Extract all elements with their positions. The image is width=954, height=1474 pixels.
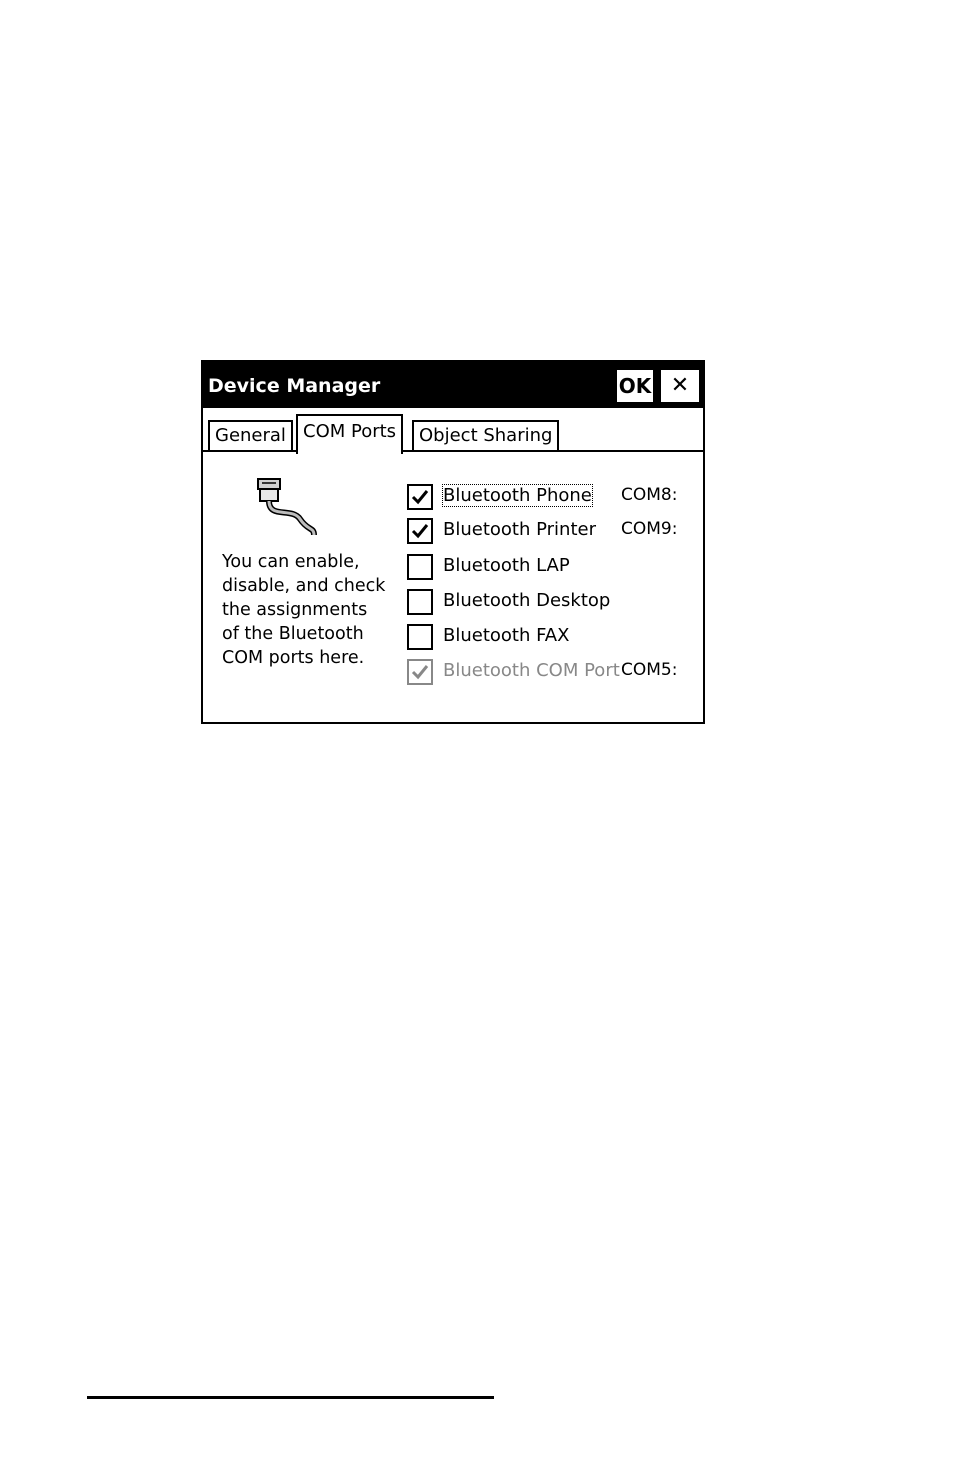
port-label-phone: Bluetooth Phone: [443, 485, 592, 506]
tab-general[interactable]: General: [208, 420, 293, 452]
checkbox-bluetooth-desktop[interactable]: [407, 589, 433, 615]
port-row-printer[interactable]: [407, 518, 697, 546]
port-assignment-printer: COM9:: [621, 519, 678, 539]
tab-com-ports[interactable]: COM Ports: [296, 414, 403, 454]
check-icon: [411, 488, 429, 506]
device-manager-window: [201, 360, 705, 724]
footer-rule: [87, 1396, 494, 1399]
port-row-fax[interactable]: [407, 624, 697, 652]
title-bar: [203, 362, 703, 408]
window-title: Device Manager: [208, 375, 381, 397]
port-row-lap[interactable]: [407, 554, 697, 582]
close-icon: ✕: [670, 373, 690, 398]
check-icon: [411, 522, 429, 540]
checkbox-bluetooth-phone[interactable]: [407, 484, 433, 510]
tab-object-sharing[interactable]: Object Sharing: [412, 420, 559, 452]
check-icon: [411, 663, 429, 681]
port-label-fax: Bluetooth FAX: [443, 625, 570, 646]
close-button[interactable]: [661, 370, 699, 402]
checkbox-bluetooth-fax[interactable]: [407, 624, 433, 650]
tab-divider: [203, 450, 703, 452]
checkbox-bluetooth-lap[interactable]: [407, 554, 433, 580]
description-text: You can enable, disable, and check the assignments of the Bluetooth COM ports here.: [222, 552, 386, 668]
serial-cable-icon: [248, 475, 328, 541]
checkbox-bluetooth-printer[interactable]: [407, 518, 433, 544]
port-label-lap: Bluetooth LAP: [443, 555, 570, 576]
port-row-desktop[interactable]: [407, 589, 697, 617]
port-assignment-phone: COM8:: [621, 485, 678, 505]
port-label-printer: Bluetooth Printer: [443, 519, 596, 540]
port-assignment-com-port: COM5:: [621, 660, 678, 680]
checkbox-bluetooth-com-port: [407, 659, 433, 685]
port-label-desktop: Bluetooth Desktop: [443, 590, 611, 611]
port-label-com-port: Bluetooth COM Port: [443, 660, 620, 681]
port-row-com-port: [407, 659, 697, 687]
port-row-phone[interactable]: [407, 484, 697, 512]
ok-button[interactable]: OK: [617, 370, 653, 402]
